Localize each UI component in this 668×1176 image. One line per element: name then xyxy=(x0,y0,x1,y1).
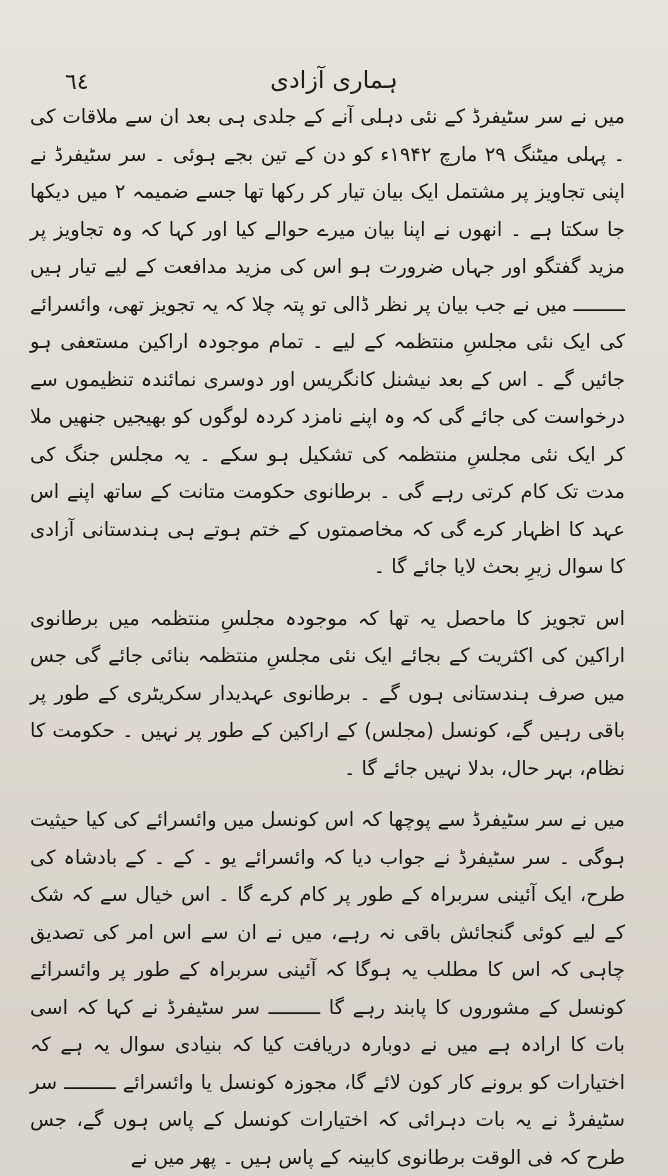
running-head: ہماری آزادی xyxy=(270,66,398,94)
page-header xyxy=(30,58,638,98)
body-text xyxy=(30,98,625,1169)
paragraph: میں نے سر سٹیفرڈ کے نئی دہلی آنے کے جلدی ہی بعد ان سے ملاقات کی ۔ پہلی میٹنگ ۲۹ مارچ ۱۹۴۲ء کو دن کے تین بجے ہوئی ۔ سر سٹیفرڈ نے اپنی تجاویز پر مشتمل ایک بیان تیار کر رکھا تھا جسے ضمیمہ ۲ میں دیکھا جا سکتا ہے ۔ انھوں نے اپنا بیان میرے حوالے کیا اور کہا کہ وہ تجاویز پر مزید گفتگو اور جہاں ضرورت ہو اس کی مزید مدافعت کے لیے تیار ہیں ـــــــــ میں نے جب بیان پر نظر ڈالی تو پتہ چلا کہ یہ تجویز تھی، وائسرائے کی ایک نئی مجلسِ منتظمہ کے لیے ۔ تمام موجودہ اراکین مستعفی ہو جائیں گے ۔ اس کے بعد نیشنل کانگریس اور دوسری نمائندہ تنظیموں سے درخواست کی جائے گی کہ وہ اپنے نامزد کردہ لوگوں کو بھیجیں جنھیں ملا کر ایک نئی مجلسِ منتظمہ کی تشکیل ہو سکے ۔ یہ مجلس جنگ کی مدت تک کام کرتی رہے گی ۔ برطانوی حکومت متانت کے ساتھ اپنے اس عہد کا اظہار کرے گی کہ مخاصمتوں کے ختم ہوتے ہی ہندستانی آزادی کا سوال زیرِ بحث لایا جائے گا ۔ xyxy=(30,105,625,578)
paragraph: اس تجویز کا ماحصل یہ تھا کہ موجودہ مجلسِ منتظمہ میں برطانوی اراکین کی اکثریت کے بجائے ایک نئی مجلسِ منتظمہ بنائی جائے گی جس میں صرف ہندستانی ہوں گے ۔ برطانوی عہدیدار سکریٹری کے طور پر باقی رہیں گے، کونسل (مجلس) کے اراکین کے طور پر نہیں ۔ حکومت کا نظام، بہر حال، بدلا نہیں جائے گا ۔ xyxy=(30,606,625,780)
paragraph: میں نے سر سٹیفرڈ سے پوچھا کہ اس کونسل میں وائسرائے کی کیا حیثیت ہوگی ۔ سر سٹیفرڈ نے جواب دیا کہ وائسرائے یو ۔ کے ۔ کے بادشاہ کی طرح، ایک آئینی سربراہ کے طور پر کام کرے گا ۔ اس خیال سے کہ شک کے لیے کوئی گنجائش باقی نہ رہے، میں نے ان سے اس امر کی تصدیق چاہی کہ اس کا مطلب یہ ہوگا کہ آئینی سربراہ کے طور پر وائسرائے کونسل کے مشوروں کا پابند رہے گا ـــــــــ سر سٹیفرڈ نے کہا کہ اسی بات کا ارادہ ہے میں نے دوبارہ دریافت کیا کہ بنیادی سوال یہ ہے کہ اختیارات کو برونے کار کون لائے گا، مجوزہ کونسل یا وائسرائے ـــــــــ سر سٹیفرڈ نے یہ بات دہرائی کہ اختیارات کونسل کے پاس ہوں گے، جس طرح کہ فی الوقت برطانوی کابینہ کے پاس ہیں ۔ پھر میں نے xyxy=(30,808,625,1169)
page-number: ٦٤ xyxy=(65,70,89,95)
